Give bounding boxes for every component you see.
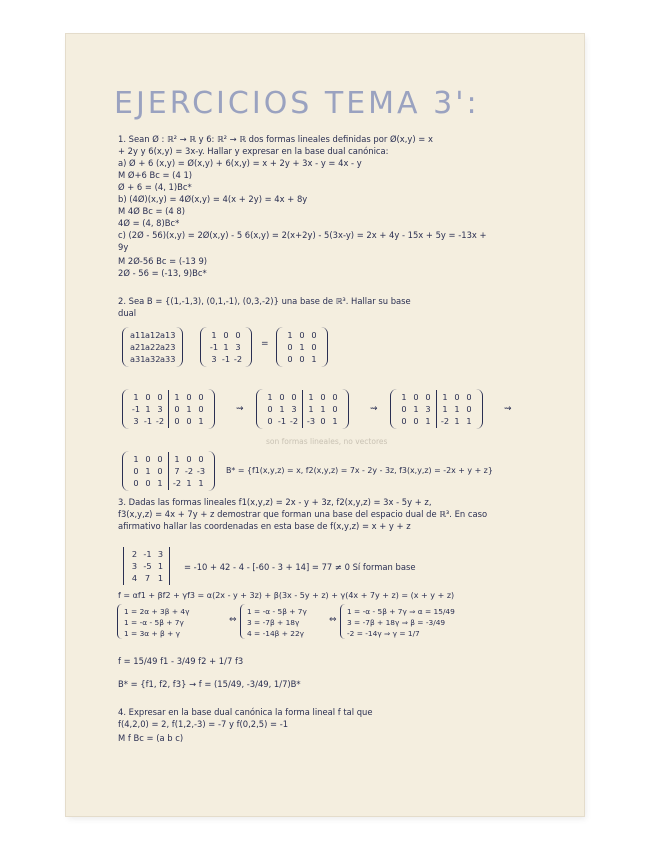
aug-4-right-cell: -3	[196, 466, 206, 476]
aug-3-left-cell: 0	[413, 392, 419, 402]
aug-2-right-cell: 1	[308, 404, 314, 414]
system-1-equation: 1 = 2α + 3β + 4γ	[124, 607, 190, 616]
matrix-b-cell: -1	[209, 342, 219, 352]
matrix-identity-cell: 0	[287, 342, 293, 352]
matrix-a-left-paren	[122, 327, 129, 367]
e4-line-2: f(4,2,0) = 2, f(1,2,-3) = -7 y f(0,2,5) = -1	[118, 719, 289, 729]
determinant-cell: 3	[157, 549, 164, 559]
determinant-cell: -1	[143, 549, 152, 559]
aug-3-right-cell: 1	[442, 404, 448, 414]
equivalence-2: ⇔	[329, 615, 337, 625]
system-3-equation: 3 = -7β + 18γ ⇒ β = -3/49	[347, 618, 446, 627]
matrix-identity-cell: 1	[311, 354, 317, 364]
system-3-equation: 1 = -α - 5β + 7γ ⇒ α = 15/49	[347, 607, 455, 616]
aug-1-right-cell: 0	[174, 416, 180, 426]
aug-1-right-cell: 1	[174, 392, 180, 402]
aug-2-right-cell: 1	[332, 416, 338, 426]
aug-4-right-paren	[208, 451, 215, 491]
system-3-brace	[340, 604, 345, 639]
matrix-b-cell: 1	[211, 330, 217, 340]
aug-1-right-cell: 1	[186, 404, 192, 414]
e1-line-12: 2Ø - 56 = (-13, 9)Bc*	[118, 268, 207, 278]
e3-line-2: f3(x,y,z) = 4x + 7y + z demostrar que forman una base del espacio dual de ℝ³. En caso	[118, 509, 488, 519]
aug-3-left-cell: 1	[401, 392, 407, 402]
determinant-cell: 3	[131, 561, 138, 571]
matrix-b-cell: -2	[233, 354, 243, 364]
aug-4-right-cell: 7	[174, 466, 180, 476]
determinant-cell: 1	[157, 573, 164, 583]
aug-3-left-cell: 1	[413, 404, 419, 414]
aug-3-right-cell: 1	[454, 416, 460, 426]
aug-2-left-cell: 0	[279, 392, 285, 402]
aug-1-left-cell: 1	[145, 404, 151, 414]
matrix-identity-cell: 0	[311, 342, 317, 352]
aug-4-right-cell: 1	[198, 478, 204, 488]
aug-4-right-cell: -2	[184, 466, 194, 476]
e3-line-3: afirmativo hallar las coordenadas en esta base de f(x,y,z) = x + y + z	[118, 521, 411, 531]
aug-1-left-cell: 3	[133, 416, 139, 426]
determinant-cell: -5	[143, 561, 152, 571]
matrix-a-cell: a11	[130, 330, 146, 340]
aug-2-right-cell: -3	[306, 416, 316, 426]
matrix-a-cell: a21	[130, 342, 146, 352]
aug-1-left-paren	[122, 389, 129, 429]
matrix-b-cell: 3	[211, 354, 217, 364]
e1-line-4: M Ø+6 Bc = (4 1)	[118, 170, 193, 180]
aug-2-right-cell: 1	[320, 404, 326, 414]
aug-2-right-cell: 0	[332, 404, 338, 414]
system-2-equation: 1 = -α - 5β + 7γ	[247, 607, 307, 616]
aug-2-left-paren	[256, 389, 263, 429]
aug-3-left-cell: 1	[425, 416, 431, 426]
aug-3-left-cell: 0	[425, 392, 431, 402]
aug-1-right-cell: 0	[186, 416, 192, 426]
aug-3-left-paren	[390, 389, 397, 429]
aug-1-right-cell: 0	[198, 392, 204, 402]
e4-line-3: M f Bc = (a b c)	[118, 733, 184, 743]
aug-4-left-cell: 0	[145, 454, 151, 464]
aug-3-right-cell: 1	[454, 404, 460, 414]
aug-3-right-paren	[476, 389, 483, 429]
aug-1-left-cell: 1	[133, 392, 139, 402]
aug-4-left-cell: 1	[157, 478, 163, 488]
matrix-b-right-paren	[245, 327, 252, 367]
aug-2-left-cell: 3	[291, 404, 297, 414]
aug-3-right-cell: 1	[466, 416, 472, 426]
aug-4-right-cell: -2	[172, 478, 182, 488]
aug-4-left-cell: 0	[145, 478, 151, 488]
aug-1-right-cell: 0	[198, 404, 204, 414]
arrow-2: ⇝	[370, 404, 378, 414]
aug-1-divider	[168, 390, 169, 428]
matrix-b-cell: 3	[235, 342, 241, 352]
aug-2-divider	[302, 390, 303, 428]
arrow-1: ⇝	[236, 404, 244, 414]
system-2-brace	[240, 604, 245, 639]
matrix-a-cell: a22	[145, 342, 161, 352]
aug-4-left-cell: 0	[157, 466, 163, 476]
aug-1-left-cell: -1	[131, 404, 141, 414]
aug-4-right-cell: 0	[186, 454, 192, 464]
matrix-b-left-paren	[200, 327, 207, 367]
matrix-b-cell: 1	[223, 342, 229, 352]
b-result: B* = {f1, f2, f3} → f = (15/49, -3/49, 1/7)B*	[118, 679, 301, 689]
matrix-identity-cell: 0	[299, 330, 305, 340]
aug-4-left-cell: 1	[133, 454, 139, 464]
aug-2-right-cell: 0	[320, 392, 326, 402]
faint-note: son formas lineales, no vectores	[266, 437, 388, 446]
aug-3-left-cell: 3	[425, 404, 431, 414]
aug-1-right-paren	[208, 389, 215, 429]
equivalence-1: ⇔	[229, 615, 237, 625]
e1-line-9: c) (2Ø - 56)(x,y) = 2Ø(x,y) - 5 6(x,y) = 2(x+2y) - 5(3x-y) = 2x + 4y - 15x + 5y = -13x +	[118, 230, 487, 240]
e3-line-1: 3. Dadas las formas lineales f1(x,y,z) = 2x - y + 3z, f2(x,y,z) = 3x - 5y + z,	[118, 497, 432, 507]
matrix-identity-cell: 1	[299, 342, 305, 352]
aug-2-left-cell: 0	[291, 392, 297, 402]
determinant-left-bar	[123, 547, 124, 585]
e1-line-3: a) Ø + 6 (x,y) = Ø(x,y) + 6(x,y) = x + 2y + 3x - y = 4x - y	[118, 158, 362, 168]
matrix-a-cell: a32	[145, 354, 161, 364]
aug-4-divider	[168, 452, 169, 490]
matrix-identity-right-paren	[321, 327, 328, 367]
aug-3-left-cell: 0	[401, 416, 407, 426]
aug-1-right-cell: 0	[174, 404, 180, 414]
e2-line-2: dual	[118, 308, 137, 318]
determinant-cell: 4	[131, 573, 138, 583]
aug-3-right-cell: 0	[466, 404, 472, 414]
determinant-cell: 1	[157, 561, 164, 571]
matrix-b-cell: 0	[235, 330, 241, 340]
matrix-a-right-paren	[176, 327, 183, 367]
aug-2-right-cell: 1	[308, 392, 314, 402]
aug-3-left-cell: 0	[413, 416, 419, 426]
aug-1-right-cell: 0	[186, 392, 192, 402]
aug-2-left-cell: -2	[289, 416, 299, 426]
aug-2-left-cell: 1	[279, 404, 285, 414]
matrix-identity-cell: 0	[311, 330, 317, 340]
e2-line-1: 2. Sea B = {(1,-1,3), (0,1,-1), (0,3,-2)} una base de ℝ³. Hallar su base	[118, 296, 411, 306]
matrix-b-cell: -1	[221, 354, 231, 364]
e1-line-11: M 2Ø-56 Bc = (-13 9)	[118, 256, 208, 266]
aug-4-right-cell: 1	[174, 454, 180, 464]
aug-3-right-cell: -2	[440, 416, 450, 426]
aug-2-left-cell: 0	[267, 416, 273, 426]
aug-3-right-cell: 0	[454, 392, 460, 402]
aug-2-right-paren	[342, 389, 349, 429]
arrow-3: ⇝	[504, 404, 512, 414]
matrix-a-cell: a33	[160, 354, 176, 364]
aug-1-left-cell: -2	[155, 416, 165, 426]
system-2-equation: 4 = -14β + 22γ	[247, 629, 305, 638]
aug-3-right-cell: 1	[442, 392, 448, 402]
aug-4-left-cell: 1	[145, 466, 151, 476]
system-3-equation: -2 = -14γ ⇒ γ = 1/7	[347, 629, 420, 638]
aug-4-left-cell: 0	[133, 466, 139, 476]
aug-3-divider	[436, 390, 437, 428]
system-1-equation: 1 = -α - 5β + 7γ	[124, 618, 184, 627]
e1-line-1: 1. Sean Ø : ℝ² → ℝ y 6: ℝ² → ℝ dos formas lineales definidas por Ø(x,y) = x	[118, 134, 433, 144]
matrix-identity-cell: 0	[287, 354, 293, 364]
matrix-a-cell: a31	[130, 354, 146, 364]
e1-line-6: b) (4Ø)(x,y) = 4Ø(x,y) = 4(x + 2y) = 4x + 8y	[118, 194, 308, 204]
determinant-value: = -10 + 42 - 4 - [-60 - 3 + 14] = 77 ≠ 0 Sí forman base	[184, 562, 416, 572]
linear-combination: f = αf1 + βf2 + γf3 = α(2x - y + 3z) + β(3x - 5y + z) + γ(4x + 7y + z) = (x + y + z)	[118, 591, 455, 600]
aug-4-right-cell: 1	[186, 478, 192, 488]
f-result: f = 15/49 f1 - 3/49 f2 + 1/7 f3	[118, 656, 244, 666]
aug-1-left-cell: -1	[143, 416, 153, 426]
equals-sign: =	[261, 339, 269, 349]
notebook-page	[66, 34, 584, 816]
aug-3-right-cell: 0	[466, 392, 472, 402]
aug-1-left-cell: 3	[157, 404, 163, 414]
aug-4-right-cell: 0	[198, 454, 204, 464]
aug-2-left-cell: -1	[277, 416, 287, 426]
aug-2-left-cell: 0	[267, 404, 273, 414]
matrix-a-cell: a23	[160, 342, 176, 352]
aug-4-left-cell: 0	[157, 454, 163, 464]
aug-3-left-cell: 0	[401, 404, 407, 414]
aug-2-right-cell: 0	[332, 392, 338, 402]
aug-2-right-cell: 0	[320, 416, 326, 426]
matrix-identity-left-paren	[276, 327, 283, 367]
aug-1-right-cell: 1	[198, 416, 204, 426]
system-1-brace	[117, 604, 122, 639]
e1-line-2: + 2y y 6(x,y) = 3x-y. Hallar y expresar en la base dual canónica:	[118, 146, 389, 156]
aug-1-left-cell: 0	[145, 392, 151, 402]
e4-line-1: 4. Expresar en la base dual canónica la forma lineal f tal que	[118, 707, 373, 717]
system-1-equation: 1 = 3α + β + γ	[124, 629, 181, 638]
determinant-right-bar	[169, 547, 170, 585]
matrix-a-cell: a13	[160, 330, 176, 340]
dual-basis-result: B* = {f1(x,y,z) = x, f2(x,y,z) = 7x - 2y - 3z, f3(x,y,z) = -2x + y + z}	[226, 466, 493, 475]
aug-4-left-cell: 0	[133, 478, 139, 488]
matrix-identity-cell: 1	[287, 330, 293, 340]
e1-line-7: M 4Ø Bc = (4 8)	[118, 206, 186, 216]
matrix-a-cell: a12	[145, 330, 161, 340]
e1-line-8: 4Ø = (4, 8)Bc*	[118, 218, 180, 228]
aug-4-left-paren	[122, 451, 129, 491]
determinant-cell: 2	[131, 549, 138, 559]
page-title: EJERCICIOS TEMA 3':	[114, 86, 480, 121]
system-2-equation: 3 = -7β + 18γ	[247, 618, 300, 627]
e1-line-10: 9y	[118, 242, 129, 252]
matrix-identity-cell: 0	[299, 354, 305, 364]
matrix-b-cell: 0	[223, 330, 229, 340]
e1-line-5: Ø + 6 = (4, 1)Bc*	[118, 182, 192, 192]
aug-2-left-cell: 1	[267, 392, 273, 402]
aug-1-left-cell: 0	[157, 392, 163, 402]
determinant-cell: 7	[144, 573, 151, 583]
